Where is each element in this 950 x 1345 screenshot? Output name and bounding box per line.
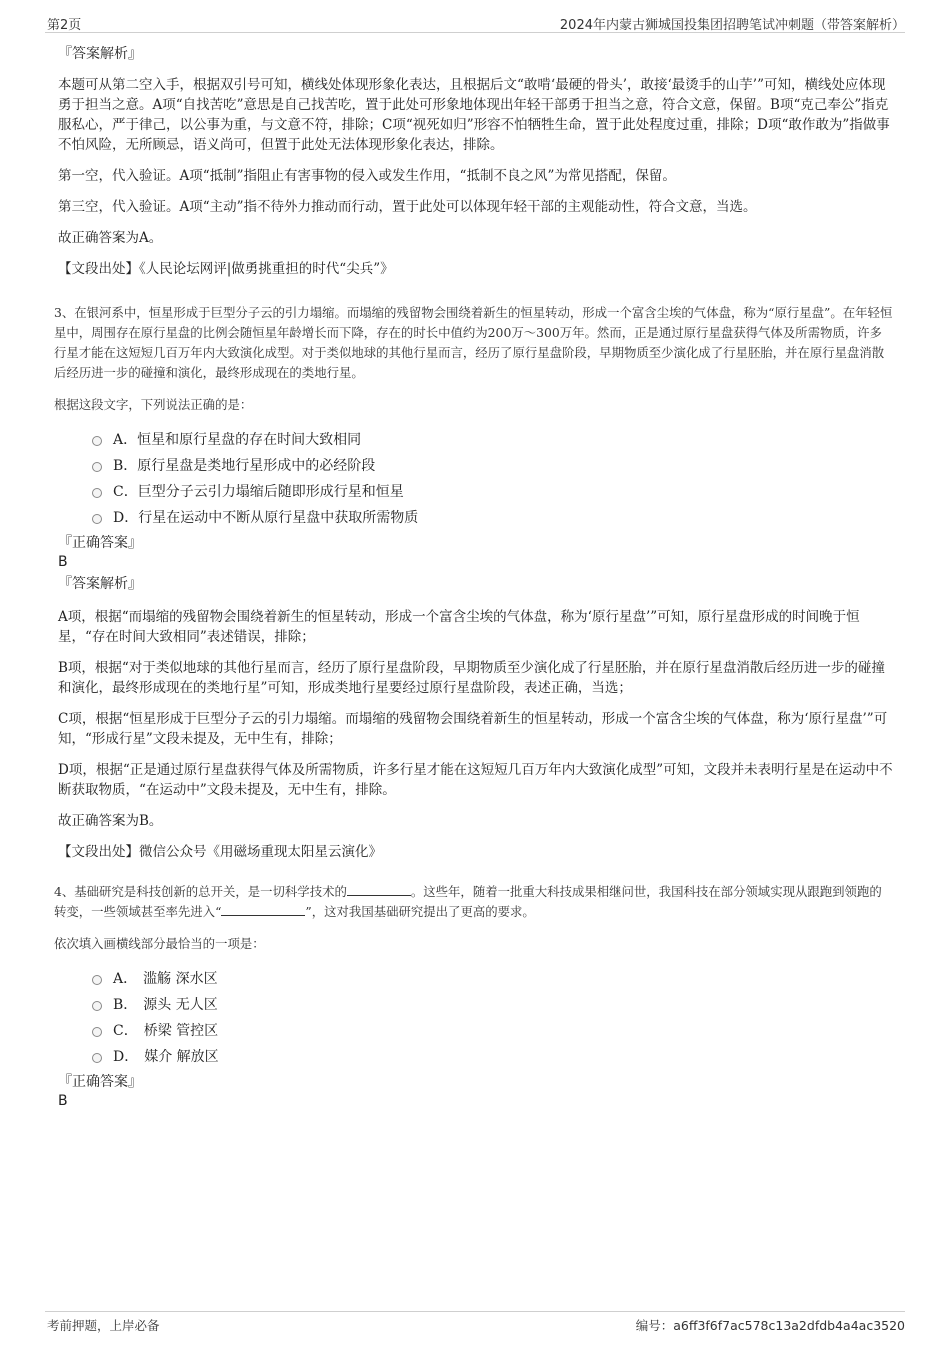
fill-blank-1 [347, 883, 411, 896]
fill-blank-2 [221, 903, 305, 916]
option-d[interactable]: D． 媒介 解放区 [92, 1044, 893, 1070]
option-list [92, 427, 893, 531]
page-footer [45, 1311, 905, 1336]
option-a[interactable]: A． 滥觞 深水区 [92, 966, 893, 992]
option-c[interactable]: C．巨型分子云引力塌缩后随即形成行星和恒星 [92, 479, 893, 505]
option-d[interactable]: D．行星在运动中不断从原行星盘中获取所需物质 [92, 505, 893, 531]
document-code: 编号：a6ff3f6f7ac578c13a2dfdb4a4ac3520 [635, 1318, 905, 1333]
analysis-paragraph: D项，根据“正是通过原行星盘获得气体及所需物质，许多行星才能在这短短几百万年内大致演化成型”可知，文段并未表明行星是在运动中不断获取物质，“在运动中”文段未提及，无中生有，排除。 [58, 762, 893, 798]
option-c[interactable]: C． 桥梁 管控区 [92, 1018, 893, 1044]
analysis-label: 『答案解析』 [58, 576, 142, 592]
source-citation: 【文段出处】微信公众号《用磁场重现太阳星云演化》 [58, 844, 382, 860]
radio-icon[interactable] [92, 975, 102, 985]
q3-analysis [58, 607, 893, 862]
analysis-paragraph: B项，根据“对于类似地球的其他行星而言，经历了原行星盘阶段，早期物质至少演化成了行星胚胎，并在原行星盘消散后经历进一步的碰撞和演化，最终形成现在的类地行星”可知，形成类地行星要经过原行星盘阶段，表述正确，当选； [58, 660, 885, 696]
page-header [45, 12, 905, 33]
option-b[interactable]: B．原行星盘是类地行星形成中的必经阶段 [92, 453, 893, 479]
answer-conclusion: 故正确答案为B。 [58, 813, 163, 829]
analysis-paragraph: 第三空，代入验证。A项“主动”指不待外力推动而行动，置于此处可以体现年轻干部的主观能动性，符合文意，当选。 [58, 199, 757, 215]
analysis-paragraph: A项，根据“而塌缩的残留物会围绕着新生的恒星转动，形成一个富含尘埃的气体盘，称为‘原行星盘’”可知，原行星盘形成的时间晚于恒星，“存在时间大致相同”表述错误，排除； [58, 609, 860, 645]
correct-answer: B [58, 554, 68, 570]
answer-label: 『正确答案』 [58, 535, 142, 551]
page-number: 第2页 [47, 18, 82, 33]
radio-icon[interactable] [92, 1027, 102, 1037]
question-prompt: 依次填入画横线部分最恰当的一项是： [54, 936, 265, 951]
question-stem: 4、基础研究是科技创新的总开关，是一切科学技术的 。这些年，随着一批重大科技成果相继问世，我国科技在部分领域实现从跟跑到领跑的转变，一些领域甚至率先进入“ ”，这对我国基础研究提出了更高的要求。 [54, 884, 882, 919]
option-b[interactable]: B． 源头 无人区 [92, 992, 893, 1018]
footer-slogan: 考前押题，上岸必备 [47, 1318, 160, 1333]
question-4 [54, 882, 893, 1111]
radio-icon[interactable] [92, 462, 102, 472]
document-body [54, 44, 893, 1111]
question-stem: 3、在银河系中，恒星形成于巨型分子云的引力塌缩。而塌缩的残留物会围绕着新生的恒星转动，形成一个富含尘埃的气体盘，称为“原行星盘”。在年轻恒星中，周围存在原行星盘的比例会随恒星年龄增长而下降，存在的时长中值约为200万～300万年。然而，正是通过原行星盘获得气体及所需物质，许多行星才能在这短短几百万年内大致演化成型。对于类似地球的其他行星而言，经历了原行星盘阶段，早期物质至少演化成了行星胚胎，并在原行星盘消散后经历进一步的碰撞和演化，最终形成现在的类地行星。 [54, 305, 893, 380]
option-list [92, 966, 893, 1070]
question-3 [54, 303, 893, 862]
analysis-paragraph: 第一空，代入验证。A项“抵制”指阻止有害事物的侵入或发生作用，“抵制不良之风”为常见搭配，保留。 [58, 168, 676, 184]
prev-question-analysis [58, 44, 893, 279]
question-prompt: 根据这段文字，下列说法正确的是： [54, 397, 253, 412]
analysis-paragraph: C项，根据“恒星形成于巨型分子云的引力塌缩。而塌缩的残留物会围绕着新生的恒星转动，形成一个富含尘埃的气体盘，称为‘原行星盘’”可知，“形成行星”文段未提及，无中生有，排除； [58, 711, 888, 747]
radio-icon[interactable] [92, 436, 102, 446]
radio-icon[interactable] [92, 488, 102, 498]
source-citation: 【文段出处】《人民论坛网评|做勇挑重担的时代“尖兵”》 [58, 261, 394, 277]
radio-icon[interactable] [92, 1053, 102, 1063]
correct-answer: B [58, 1093, 68, 1109]
answer-label: 『正确答案』 [58, 1074, 142, 1090]
option-a[interactable]: A．恒星和原行星盘的存在时间大致相同 [92, 427, 893, 453]
document-title: 2024年内蒙古狮城国投集团招聘笔试冲刺题（带答案解析） [559, 18, 905, 33]
radio-icon[interactable] [92, 514, 102, 524]
answer-conclusion: 故正确答案为A。 [58, 230, 163, 246]
analysis-paragraph: 本题可从第二空入手，根据双引号可知，横线处体现形象化表达，且根据后文“敢啃‘最硬的骨头’，敢接‘最烫手的山芋’”可知，横线处应体现勇于担当之意。A项“自找苦吃”意思是自己找苦吃，置于此处可形象地体现出年轻干部勇于担当之意，符合文意，保留。B项“克己奉公”指克服私心，严于律己，以公事为重，与文意不符，排除；C项“视死如归”形容不怕牺牲生命，置于此处程度过重，排除；D项“敢作敢为”指做事不怕风险，无所顾忌，语义尚可，但置于此处无法体现形象化表达，排除。 [58, 77, 890, 153]
radio-icon[interactable] [92, 1001, 102, 1011]
analysis-label: 『答案解析』 [58, 46, 142, 62]
